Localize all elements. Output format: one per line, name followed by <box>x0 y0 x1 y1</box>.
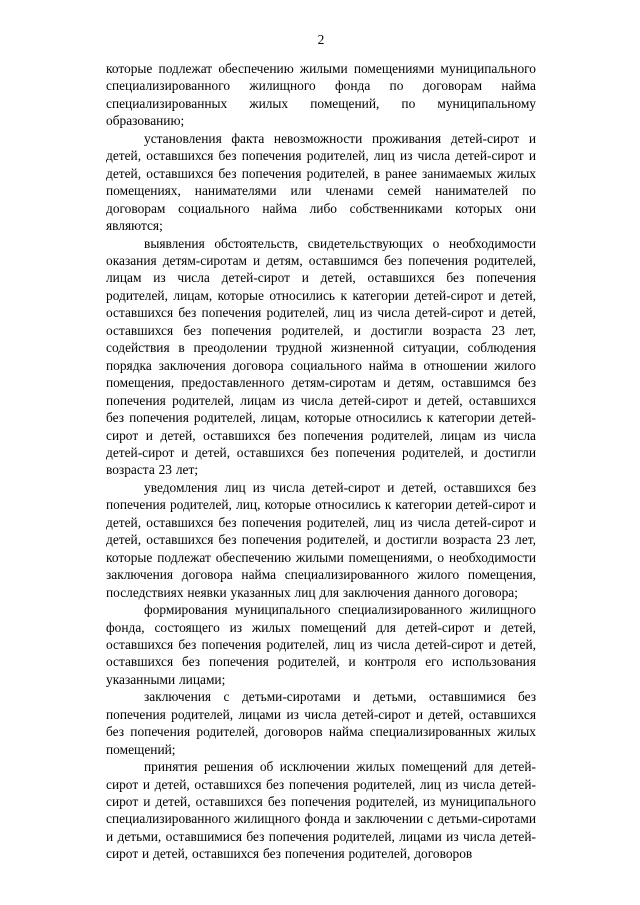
paragraph: которые подлежат обеспечению жилыми помещениями муниципального специализированного жилищного фонда по договорам найма специализированных жилых помещений, по муниципальному образованию; <box>106 61 536 129</box>
paragraph: уведомления лиц из числа детей-сирот и детей, оставшихся без попечения родителей, лиц, которые относились к категории детей-сирот и детей, оставшихся без попечения родителей, лиц из числа детей-сирот и детей, оставшихся без попечения родителей, и достигли возраста 23 лет, которые подлежат обеспечению жилыми помещениями, о необходимости заключения договора найма специализированного жилого помещения, последствиях неявки указанных лиц для заключения данного договора; <box>106 479 536 600</box>
paragraph: принятия решения об исключении жилых помещений для детей-сирот и детей, оставшихся без попечения родителей, лиц из числа детей-сирот и детей, оставшихся без попечения родителей, из муниципального специализированного жилищного фонда и заключении с детьми-сиротами и детьми, оставшимися без попечения родителей, лицами из числа детей-сирот и детей, оставшихся без попечения родителей, договоров <box>106 759 536 862</box>
paragraph: формирования муниципального специализированного жилищного фонда, состоящего из жилых помещений для детей-сирот и детей, оставшихся без попечения родителей, лиц из числа детей-сирот и детей, оставшихся без попечения родителей, и контроля его использования указанными лицами; <box>106 602 536 687</box>
paragraph: выявления обстоятельств, свидетельствующих о необходимости оказания детям-сиротам и детям, оставшимся без попечения родителей, лицам из числа детей-сирот и детей, оставшихся без попечения родителей, лицам, которые относились к категории детей-сирот и детей, оставшихся без попечения родителей, лиц из числа детей-сирот и детей, оставшихся без попечения родителей, и достигли возраста 23 лет, содействия в преодолении трудной жизненной ситуации, соблюдения порядка заключения договора социального найма в отношении жилого помещения, предоставленного детям-сиротам и детям, оставшимся без попечения родителей, лицам из числа детей-сирот и детей, оставшихся без попечения родителей, лицам, которые относились к категории детей-сирот и детей, оставшихся без попечения родителей, лицам из числа детей-сирот и детей, оставшихся без попечения родителей, и достигли возраста 23 лет; <box>106 235 536 478</box>
document-body <box>106 60 536 863</box>
page-number: 2 <box>317 32 325 47</box>
paragraph: установления факта невозможности проживания детей-сирот и детей, оставшихся без попечения родителей, лиц из числа детей-сирот и детей, оставшихся без попечения родителей, в ранее занимаемых жилых помещениях, нанимателями или членами семей нанимателей по договорам социального найма либо собственниками которых они являются; <box>106 130 536 234</box>
paragraph: заключения с детьми-сиротами и детьми, оставшимися без попечения родителей, лицами из числа детей-сирот и детей, оставшихся без попечения родителей, договоров найма специализированных жилых помещений; <box>106 689 536 757</box>
